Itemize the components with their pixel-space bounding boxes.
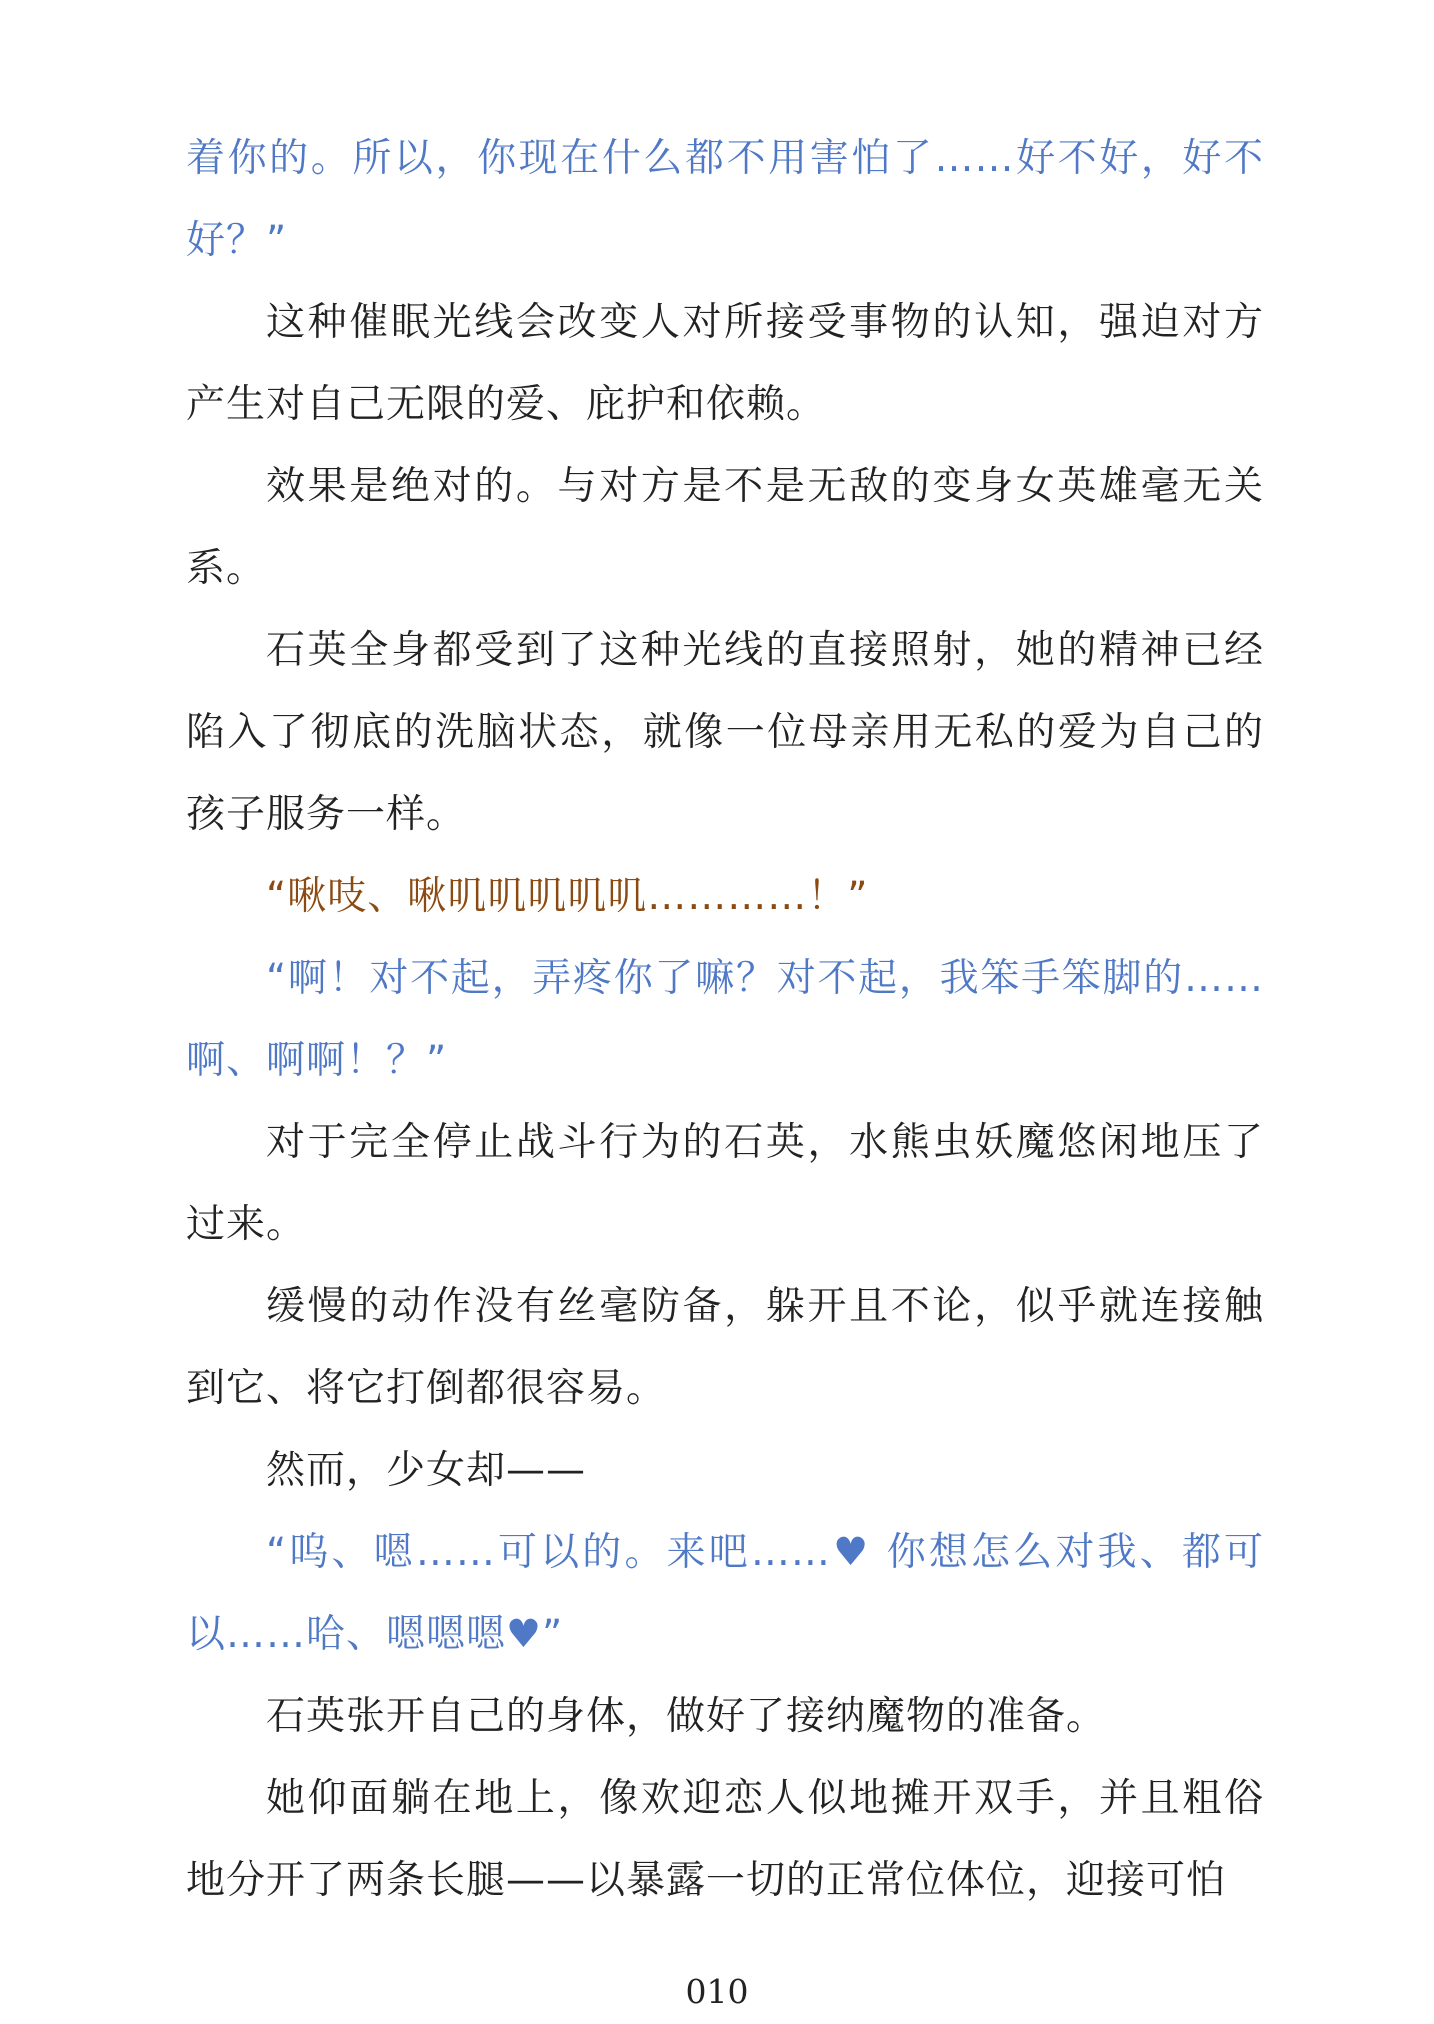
- paragraph-1-dialogue: 着你的。所以，你现在什么都不用害怕了……好不好，好不好？”: [186, 136, 1264, 263]
- paragraph-11-narration: 石英张开自己的身体，做好了接纳魔物的准备。: [266, 1694, 1107, 1739]
- paragraph-12-narration: 她仰面躺在地上，像欢迎恋人似地摊开双手，并且粗俗地分开了两条长腿——以暴露一切的正常位体位，迎接可怕: [186, 1776, 1264, 1903]
- paragraph-2-narration: 这种催眠光线会改变人对所接受事物的认知，强迫对方产生对自己无限的爱、庇护和依赖。: [186, 300, 1264, 427]
- paragraph-8-narration: 缓慢的动作没有丝毫防备，躲开且不论，似乎就连接触到它、将它打倒都很容易。: [186, 1284, 1264, 1411]
- paragraph-10-dialogue: “呜、嗯……可以的。来吧……♥ 你想怎么对我、都可以……哈、嗯嗯嗯♥”: [186, 1530, 1264, 1657]
- paragraph-5-monster-cry: “啾吱、啾叽叽叽叽叽…………！”: [266, 874, 869, 919]
- paragraph-7-narration: 对于完全停止战斗行为的石英，水熊虫妖魔悠闲地压了过来。: [186, 1120, 1264, 1247]
- page-number: 010: [685, 1972, 749, 2011]
- paragraph-9-narration: 然而，少女却——: [266, 1448, 587, 1493]
- paragraph-6-dialogue: “啊！对不起，弄疼你了嘛？对不起，我笨手笨脚的……啊、啊啊！？”: [186, 956, 1264, 1083]
- paragraph-4-narration: 石英全身都受到了这种光线的直接照射，她的精神已经陷入了彻底的洗脑状态，就像一位母亲用无私的爱为自己的孩子服务一样。: [186, 628, 1264, 837]
- paragraph-3-narration: 效果是绝对的。与对方是不是无敌的变身女英雄毫无关系。: [186, 464, 1264, 591]
- body-text: [186, 118, 1264, 1922]
